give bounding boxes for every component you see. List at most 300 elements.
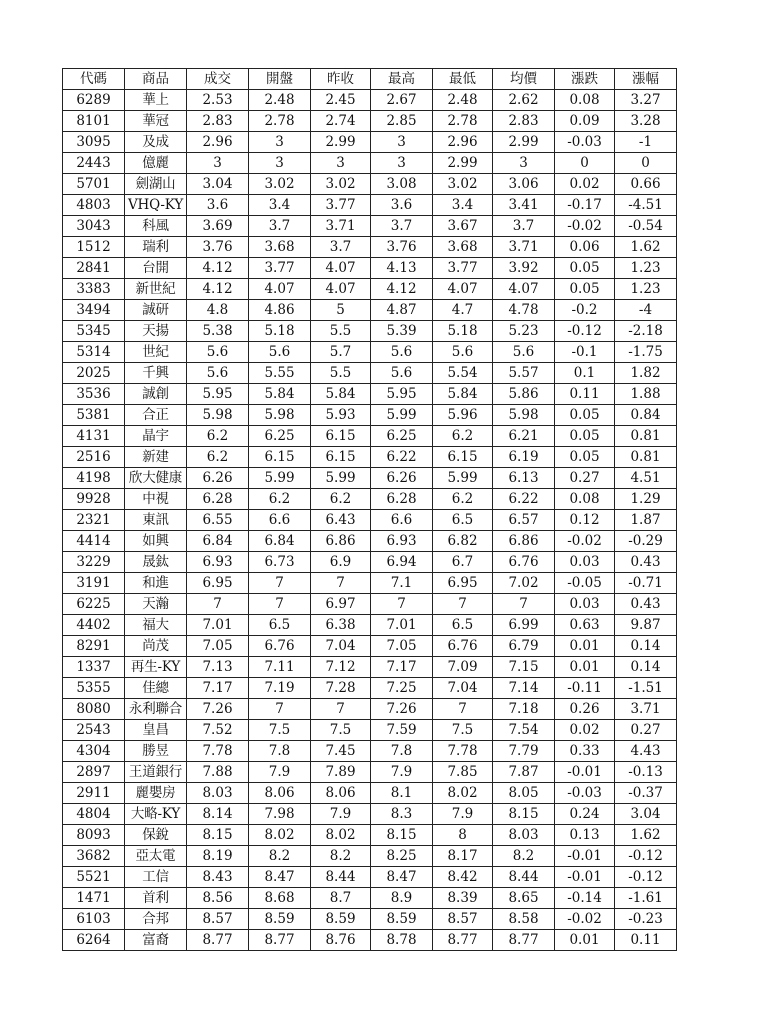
cell-high: 8.25 bbox=[371, 846, 433, 867]
cell-average: 8.2 bbox=[493, 846, 555, 867]
cell-product: 如興 bbox=[125, 531, 187, 552]
cell-last-price: 8.03 bbox=[187, 783, 249, 804]
cell-high: 6.22 bbox=[371, 447, 433, 468]
cell-product: 晶宇 bbox=[125, 426, 187, 447]
cell-change-percent: 1.62 bbox=[615, 237, 677, 258]
cell-prev-close: 7.45 bbox=[311, 741, 371, 762]
cell-low: 7 bbox=[433, 594, 493, 615]
cell-change-percent: 4.43 bbox=[615, 741, 677, 762]
cell-prev-close: 5.99 bbox=[311, 468, 371, 489]
cell-low: 7.09 bbox=[433, 657, 493, 678]
cell-code: 9928 bbox=[63, 489, 125, 510]
cell-change-percent: 0.81 bbox=[615, 426, 677, 447]
cell-product: 瑞利 bbox=[125, 237, 187, 258]
cell-high: 7.05 bbox=[371, 636, 433, 657]
cell-high: 7.9 bbox=[371, 762, 433, 783]
cell-average: 6.57 bbox=[493, 510, 555, 531]
cell-product: 福大 bbox=[125, 615, 187, 636]
cell-average: 8.05 bbox=[493, 783, 555, 804]
cell-open: 5.18 bbox=[249, 321, 311, 342]
cell-change: 0.11 bbox=[555, 384, 615, 405]
cell-prev-close: 4.07 bbox=[311, 279, 371, 300]
cell-low: 6.2 bbox=[433, 426, 493, 447]
cell-prev-close: 6.2 bbox=[311, 489, 371, 510]
table-row bbox=[63, 447, 677, 468]
cell-code: 3043 bbox=[63, 216, 125, 237]
cell-low: 3.02 bbox=[433, 174, 493, 195]
cell-product: 及成 bbox=[125, 132, 187, 153]
cell-prev-close: 6.43 bbox=[311, 510, 371, 531]
cell-open: 6.76 bbox=[249, 636, 311, 657]
cell-product: 新建 bbox=[125, 447, 187, 468]
cell-prev-close: 6.97 bbox=[311, 594, 371, 615]
cell-open: 3 bbox=[249, 132, 311, 153]
cell-average: 8.65 bbox=[493, 888, 555, 909]
cell-open: 6.6 bbox=[249, 510, 311, 531]
cell-change-percent: -1.61 bbox=[615, 888, 677, 909]
cell-open: 2.48 bbox=[249, 90, 311, 111]
cell-change: 0.01 bbox=[555, 636, 615, 657]
cell-prev-close: 3.7 bbox=[311, 237, 371, 258]
cell-product: 大略-KY bbox=[125, 804, 187, 825]
cell-open: 7.5 bbox=[249, 720, 311, 741]
cell-prev-close: 8.59 bbox=[311, 909, 371, 930]
cell-high: 2.85 bbox=[371, 111, 433, 132]
cell-change-percent: 0.11 bbox=[615, 930, 677, 951]
cell-change-percent: -1.51 bbox=[615, 678, 677, 699]
table-row bbox=[63, 720, 677, 741]
cell-last-price: 7.52 bbox=[187, 720, 249, 741]
cell-last-price: 6.26 bbox=[187, 468, 249, 489]
cell-open: 6.73 bbox=[249, 552, 311, 573]
cell-change-percent: 0.43 bbox=[615, 594, 677, 615]
cell-low: 6.76 bbox=[433, 636, 493, 657]
cell-product: 天瀚 bbox=[125, 594, 187, 615]
cell-low: 3.67 bbox=[433, 216, 493, 237]
cell-high: 8.9 bbox=[371, 888, 433, 909]
cell-last-price: 8.19 bbox=[187, 846, 249, 867]
cell-code: 2516 bbox=[63, 447, 125, 468]
table-row bbox=[63, 216, 677, 237]
cell-prev-close: 7.9 bbox=[311, 804, 371, 825]
cell-last-price: 7.88 bbox=[187, 762, 249, 783]
cell-product: 保銳 bbox=[125, 825, 187, 846]
cell-low: 8.77 bbox=[433, 930, 493, 951]
cell-product: 麗嬰房 bbox=[125, 783, 187, 804]
cell-low: 4.07 bbox=[433, 279, 493, 300]
cell-change-percent: -0.29 bbox=[615, 531, 677, 552]
cell-prev-close: 7.89 bbox=[311, 762, 371, 783]
cell-code: 8291 bbox=[63, 636, 125, 657]
cell-prev-close: 8.02 bbox=[311, 825, 371, 846]
cell-last-price: 5.6 bbox=[187, 342, 249, 363]
cell-product: 誠研 bbox=[125, 300, 187, 321]
cell-last-price: 2.53 bbox=[187, 90, 249, 111]
cell-product: 合正 bbox=[125, 405, 187, 426]
cell-open: 7.11 bbox=[249, 657, 311, 678]
table-row bbox=[63, 342, 677, 363]
cell-low: 5.99 bbox=[433, 468, 493, 489]
cell-code: 2321 bbox=[63, 510, 125, 531]
cell-change: 0.27 bbox=[555, 468, 615, 489]
cell-open: 7.19 bbox=[249, 678, 311, 699]
table-row bbox=[63, 573, 677, 594]
cell-prev-close: 8.7 bbox=[311, 888, 371, 909]
table-row bbox=[63, 237, 677, 258]
cell-average: 6.99 bbox=[493, 615, 555, 636]
cell-change: 0.09 bbox=[555, 111, 615, 132]
cell-low: 4.7 bbox=[433, 300, 493, 321]
cell-high: 7.25 bbox=[371, 678, 433, 699]
cell-change-percent: 4.51 bbox=[615, 468, 677, 489]
table-row bbox=[63, 552, 677, 573]
cell-open: 6.15 bbox=[249, 447, 311, 468]
table-row bbox=[63, 615, 677, 636]
table-row bbox=[63, 888, 677, 909]
cell-code: 1337 bbox=[63, 657, 125, 678]
cell-average: 3.92 bbox=[493, 258, 555, 279]
cell-change: 0 bbox=[555, 153, 615, 174]
cell-high: 8.3 bbox=[371, 804, 433, 825]
table-row bbox=[63, 657, 677, 678]
cell-last-price: 6.84 bbox=[187, 531, 249, 552]
cell-code: 5701 bbox=[63, 174, 125, 195]
cell-change: -0.01 bbox=[555, 846, 615, 867]
cell-average: 8.77 bbox=[493, 930, 555, 951]
cell-average: 6.22 bbox=[493, 489, 555, 510]
cell-change: 0.05 bbox=[555, 258, 615, 279]
cell-change: -0.02 bbox=[555, 531, 615, 552]
cell-change-percent: -0.37 bbox=[615, 783, 677, 804]
cell-prev-close: 6.9 bbox=[311, 552, 371, 573]
cell-change-percent: 0.27 bbox=[615, 720, 677, 741]
cell-average: 5.86 bbox=[493, 384, 555, 405]
cell-open: 6.84 bbox=[249, 531, 311, 552]
cell-code: 3095 bbox=[63, 132, 125, 153]
cell-prev-close: 8.44 bbox=[311, 867, 371, 888]
cell-prev-close: 5.5 bbox=[311, 363, 371, 384]
cell-code: 2841 bbox=[63, 258, 125, 279]
cell-high: 6.28 bbox=[371, 489, 433, 510]
header-low: 最低 bbox=[433, 69, 493, 90]
cell-change: -0.17 bbox=[555, 195, 615, 216]
cell-low: 6.5 bbox=[433, 615, 493, 636]
cell-last-price: 7.01 bbox=[187, 615, 249, 636]
cell-high: 8.15 bbox=[371, 825, 433, 846]
cell-high: 8.59 bbox=[371, 909, 433, 930]
cell-code: 5381 bbox=[63, 405, 125, 426]
table-row bbox=[63, 699, 677, 720]
cell-change-percent: 1.62 bbox=[615, 825, 677, 846]
cell-low: 2.78 bbox=[433, 111, 493, 132]
cell-code: 3494 bbox=[63, 300, 125, 321]
cell-prev-close: 8.06 bbox=[311, 783, 371, 804]
cell-high: 5.39 bbox=[371, 321, 433, 342]
cell-code: 2897 bbox=[63, 762, 125, 783]
cell-change-percent: 0.14 bbox=[615, 657, 677, 678]
cell-average: 6.21 bbox=[493, 426, 555, 447]
cell-last-price: 6.93 bbox=[187, 552, 249, 573]
cell-average: 8.58 bbox=[493, 909, 555, 930]
cell-high: 6.6 bbox=[371, 510, 433, 531]
cell-change: -0.01 bbox=[555, 762, 615, 783]
cell-code: 4198 bbox=[63, 468, 125, 489]
cell-change: 0.03 bbox=[555, 552, 615, 573]
cell-change: -0.11 bbox=[555, 678, 615, 699]
cell-change: 0.63 bbox=[555, 615, 615, 636]
cell-open: 6.2 bbox=[249, 489, 311, 510]
cell-average: 8.44 bbox=[493, 867, 555, 888]
cell-product: 台開 bbox=[125, 258, 187, 279]
cell-open: 5.99 bbox=[249, 468, 311, 489]
cell-average: 4.07 bbox=[493, 279, 555, 300]
table-row bbox=[63, 804, 677, 825]
table-row bbox=[63, 174, 677, 195]
cell-open: 5.84 bbox=[249, 384, 311, 405]
cell-change-percent: 1.88 bbox=[615, 384, 677, 405]
cell-last-price: 3.69 bbox=[187, 216, 249, 237]
cell-low: 7.78 bbox=[433, 741, 493, 762]
cell-prev-close: 7.5 bbox=[311, 720, 371, 741]
cell-last-price: 6.95 bbox=[187, 573, 249, 594]
cell-high: 8.47 bbox=[371, 867, 433, 888]
cell-open: 8.02 bbox=[249, 825, 311, 846]
cell-product: 合邦 bbox=[125, 909, 187, 930]
cell-last-price: 6.2 bbox=[187, 447, 249, 468]
cell-low: 5.18 bbox=[433, 321, 493, 342]
cell-low: 7.04 bbox=[433, 678, 493, 699]
cell-change-percent: 3.28 bbox=[615, 111, 677, 132]
cell-code: 6264 bbox=[63, 930, 125, 951]
cell-change: 0.1 bbox=[555, 363, 615, 384]
cell-product: 世紀 bbox=[125, 342, 187, 363]
cell-product: 尚茂 bbox=[125, 636, 187, 657]
cell-open: 7.9 bbox=[249, 762, 311, 783]
cell-open: 5.6 bbox=[249, 342, 311, 363]
cell-product: 佳總 bbox=[125, 678, 187, 699]
cell-change-percent: 1.82 bbox=[615, 363, 677, 384]
cell-average: 7.18 bbox=[493, 699, 555, 720]
cell-low: 2.48 bbox=[433, 90, 493, 111]
cell-low: 8.02 bbox=[433, 783, 493, 804]
cell-high: 5.6 bbox=[371, 342, 433, 363]
cell-last-price: 3 bbox=[187, 153, 249, 174]
cell-product: 劍湖山 bbox=[125, 174, 187, 195]
cell-code: 5345 bbox=[63, 321, 125, 342]
cell-change: 0.02 bbox=[555, 720, 615, 741]
cell-high: 3.6 bbox=[371, 195, 433, 216]
cell-high: 5.99 bbox=[371, 405, 433, 426]
cell-product: 皇昌 bbox=[125, 720, 187, 741]
cell-change: 0.08 bbox=[555, 489, 615, 510]
cell-prev-close: 6.38 bbox=[311, 615, 371, 636]
cell-open: 7.98 bbox=[249, 804, 311, 825]
cell-change-percent: -0.23 bbox=[615, 909, 677, 930]
cell-high: 3.7 bbox=[371, 216, 433, 237]
cell-low: 3.68 bbox=[433, 237, 493, 258]
cell-open: 3.68 bbox=[249, 237, 311, 258]
table-body bbox=[63, 90, 677, 951]
cell-prev-close: 3.71 bbox=[311, 216, 371, 237]
table-row bbox=[63, 510, 677, 531]
cell-code: 5521 bbox=[63, 867, 125, 888]
cell-low: 8.39 bbox=[433, 888, 493, 909]
cell-high: 4.13 bbox=[371, 258, 433, 279]
cell-last-price: 6.28 bbox=[187, 489, 249, 510]
cell-code: 6225 bbox=[63, 594, 125, 615]
header-high: 最高 bbox=[371, 69, 433, 90]
cell-code: 4304 bbox=[63, 741, 125, 762]
cell-last-price: 2.83 bbox=[187, 111, 249, 132]
header-last-price: 成交 bbox=[187, 69, 249, 90]
cell-open: 7 bbox=[249, 573, 311, 594]
cell-average: 2.62 bbox=[493, 90, 555, 111]
cell-high: 6.93 bbox=[371, 531, 433, 552]
cell-last-price: 4.12 bbox=[187, 279, 249, 300]
header-code: 代碼 bbox=[63, 69, 125, 90]
cell-high: 2.67 bbox=[371, 90, 433, 111]
cell-low: 8.17 bbox=[433, 846, 493, 867]
cell-average: 7.15 bbox=[493, 657, 555, 678]
cell-change: -0.03 bbox=[555, 132, 615, 153]
header-row bbox=[63, 69, 677, 90]
cell-product: 工信 bbox=[125, 867, 187, 888]
cell-code: 4131 bbox=[63, 426, 125, 447]
cell-change: 0.05 bbox=[555, 279, 615, 300]
cell-high: 7 bbox=[371, 594, 433, 615]
table-row bbox=[63, 825, 677, 846]
cell-change: -0.03 bbox=[555, 783, 615, 804]
header-product: 商品 bbox=[125, 69, 187, 90]
cell-prev-close: 5.7 bbox=[311, 342, 371, 363]
table-row bbox=[63, 531, 677, 552]
cell-code: 2443 bbox=[63, 153, 125, 174]
stock-quote-sheet bbox=[62, 68, 676, 951]
table-row bbox=[63, 111, 677, 132]
header-average: 均價 bbox=[493, 69, 555, 90]
cell-code: 1512 bbox=[63, 237, 125, 258]
cell-last-price: 7.13 bbox=[187, 657, 249, 678]
cell-high: 6.94 bbox=[371, 552, 433, 573]
cell-product: 再生-KY bbox=[125, 657, 187, 678]
cell-change: 0.26 bbox=[555, 699, 615, 720]
cell-open: 8.77 bbox=[249, 930, 311, 951]
cell-change-percent: 0.66 bbox=[615, 174, 677, 195]
cell-change-percent: 9.87 bbox=[615, 615, 677, 636]
cell-low: 6.7 bbox=[433, 552, 493, 573]
cell-change: 0.03 bbox=[555, 594, 615, 615]
header-change: 漲跌 bbox=[555, 69, 615, 90]
cell-open: 3.02 bbox=[249, 174, 311, 195]
table-row bbox=[63, 762, 677, 783]
cell-high: 4.12 bbox=[371, 279, 433, 300]
cell-low: 2.96 bbox=[433, 132, 493, 153]
cell-last-price: 7 bbox=[187, 594, 249, 615]
cell-high: 3.76 bbox=[371, 237, 433, 258]
cell-change: 0.13 bbox=[555, 825, 615, 846]
cell-open: 2.78 bbox=[249, 111, 311, 132]
cell-product: 首利 bbox=[125, 888, 187, 909]
cell-average: 7 bbox=[493, 594, 555, 615]
table-row bbox=[63, 909, 677, 930]
cell-average: 3.7 bbox=[493, 216, 555, 237]
cell-average: 6.86 bbox=[493, 531, 555, 552]
cell-prev-close: 2.74 bbox=[311, 111, 371, 132]
cell-open: 5.98 bbox=[249, 405, 311, 426]
cell-last-price: 8.43 bbox=[187, 867, 249, 888]
cell-low: 6.95 bbox=[433, 573, 493, 594]
cell-change: 0.05 bbox=[555, 447, 615, 468]
cell-change: 0.12 bbox=[555, 510, 615, 531]
cell-code: 8101 bbox=[63, 111, 125, 132]
cell-code: 5314 bbox=[63, 342, 125, 363]
cell-prev-close: 7 bbox=[311, 573, 371, 594]
table-row bbox=[63, 300, 677, 321]
cell-change: -0.1 bbox=[555, 342, 615, 363]
cell-change-percent: 3.27 bbox=[615, 90, 677, 111]
cell-open: 4.86 bbox=[249, 300, 311, 321]
cell-high: 3 bbox=[371, 153, 433, 174]
cell-code: 4402 bbox=[63, 615, 125, 636]
cell-average: 6.19 bbox=[493, 447, 555, 468]
cell-code: 3229 bbox=[63, 552, 125, 573]
cell-prev-close: 7.28 bbox=[311, 678, 371, 699]
cell-open: 7 bbox=[249, 699, 311, 720]
cell-open: 7.8 bbox=[249, 741, 311, 762]
table-row bbox=[63, 846, 677, 867]
cell-change: 0.01 bbox=[555, 930, 615, 951]
cell-average: 3 bbox=[493, 153, 555, 174]
cell-prev-close: 7.12 bbox=[311, 657, 371, 678]
cell-prev-close: 5.5 bbox=[311, 321, 371, 342]
cell-product: 千興 bbox=[125, 363, 187, 384]
cell-product: 科風 bbox=[125, 216, 187, 237]
cell-code: 1471 bbox=[63, 888, 125, 909]
cell-code: 5355 bbox=[63, 678, 125, 699]
cell-last-price: 6.2 bbox=[187, 426, 249, 447]
cell-change-percent: -0.71 bbox=[615, 573, 677, 594]
cell-code: 4414 bbox=[63, 531, 125, 552]
cell-prev-close: 3 bbox=[311, 153, 371, 174]
cell-average: 7.14 bbox=[493, 678, 555, 699]
cell-change: -0.14 bbox=[555, 888, 615, 909]
cell-code: 4803 bbox=[63, 195, 125, 216]
table-row bbox=[63, 279, 677, 300]
cell-product: 王道銀行 bbox=[125, 762, 187, 783]
cell-code: 2025 bbox=[63, 363, 125, 384]
table-row bbox=[63, 363, 677, 384]
cell-change-percent: -4.51 bbox=[615, 195, 677, 216]
cell-prev-close: 6.15 bbox=[311, 426, 371, 447]
cell-last-price: 3.6 bbox=[187, 195, 249, 216]
cell-high: 8.1 bbox=[371, 783, 433, 804]
table-row bbox=[63, 678, 677, 699]
cell-high: 3.08 bbox=[371, 174, 433, 195]
cell-product: 新世紀 bbox=[125, 279, 187, 300]
cell-product: VHQ-KY bbox=[125, 195, 187, 216]
cell-product: 天揚 bbox=[125, 321, 187, 342]
cell-last-price: 8.57 bbox=[187, 909, 249, 930]
cell-open: 3.7 bbox=[249, 216, 311, 237]
cell-last-price: 2.96 bbox=[187, 132, 249, 153]
table-row bbox=[63, 195, 677, 216]
cell-prev-close: 3.02 bbox=[311, 174, 371, 195]
cell-change-percent: -0.13 bbox=[615, 762, 677, 783]
cell-code: 3682 bbox=[63, 846, 125, 867]
cell-low: 5.84 bbox=[433, 384, 493, 405]
header-change-percent: 漲幅 bbox=[615, 69, 677, 90]
cell-open: 3.4 bbox=[249, 195, 311, 216]
